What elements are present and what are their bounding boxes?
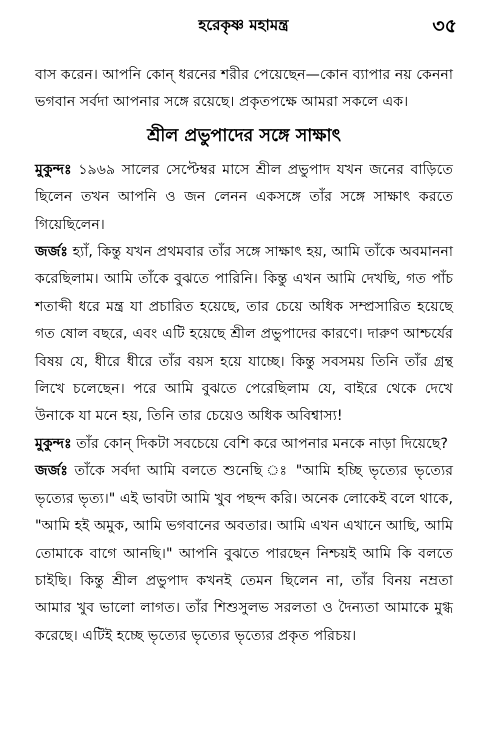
speaker-label: জর্জঃ xyxy=(35,244,68,261)
page-number: ৩৫ xyxy=(432,15,457,37)
section-heading: শ্রীল প্রভুপাদের সঙ্গে সাক্ষাৎ xyxy=(147,125,341,146)
dialogue-text: তাঁকে সর্বদা আমি বলতে শুনেছি ঃ "আমি হচ্ছি ভৃত্যের ভৃত্যের ভৃত্যের ভৃত্য।" এই ভাবটা আমি খুব পছন্দ করি। অনেক লোকেই বলে থাকে, "আমি হই অমুক, আমি ভগবানের অবতার। আমি এখন এখানে আছি, আমি তোমাকে বাগে আনছি।" আপনি বুঝতে পারছেন নিশ্চয়ই আমি কি বলতে চাইছি। কিন্তু শ্রীল প্রভুপাদ কখনই তেমন ছিলেন না, তাঁর বিনয় নম্রতা আমার খুব ভালো লাগত। তাঁর শিশুসুলভ সরলতা ও দৈন্যতা আমাকে মুগ্ধ করেছে। এটিই হচ্ছে ভৃত্যের ভৃত্যের ভৃত্যের প্রকৃত পরিচয়। xyxy=(35,463,453,644)
running-header xyxy=(0,12,487,42)
speaker-label: মুকুন্দঃ xyxy=(35,435,72,452)
dialogue-paragraph-3 xyxy=(35,431,453,458)
dialogue-text: তাঁর কোন্ দিকটা সবচেয়ে বেশি করে আপনার মনকে নাড়া দিয়েছে? xyxy=(76,435,448,452)
speaker-label: জর্জঃ xyxy=(35,463,68,480)
dialogue-text: ১৯৬৯ সালের সেপ্টেম্বর মাসে শ্রীল প্রভুপাদ যখন জনের বাড়িতে ছিলেন তখন আপনি ও জন লেনন একসঙ্গে তাঁর সঙ্গে সাক্ষাৎ করতে গিয়েছিলেন। xyxy=(35,161,453,233)
dialogue-paragraph-2 xyxy=(35,239,453,431)
running-title: হরেকৃষ্ণ মহামন্ত্র xyxy=(198,16,289,34)
speaker-label: মুকুন্দঃ xyxy=(35,161,72,178)
body-text xyxy=(35,62,453,650)
dialogue-paragraph-1 xyxy=(35,157,453,239)
dialogue-text: হ্যাঁ, কিন্তু যখন প্রথমবার তাঁর সঙ্গে সাক্ষাৎ হয়, আমি তাঁকে অবমাননা করেছিলাম। আমি তাঁকে বুঝতে পারিনি। কিন্তু এখন আমি দেখছি, গত পাঁচ শতাব্দী ধরে মন্ত্র যা প্রচারিত হয়েছে, তার চেয়ে অধিক সম্প্রসারিত হয়েছে গত ষোল বছরে, এবং এটি হয়েছে শ্রীল প্রভুপাদের কারণে। দারুণ আশ্চর্যের বিষয় যে, ধীরে ধীরে তাঁর বয়স হয়ে যাচ্ছে। কিন্তু সবসময় তিনি তাঁর গ্রন্থ লিখে চলেছেন। পরে আমি বুঝতে পেরেছিলাম যে, বাইরে থেকে দেখে উনাকে যা মনে হয়, তিনি তার চেয়েও অধিক অবিশ্বাস্য! xyxy=(35,244,453,425)
intro-paragraph: বাস করেন। আপনি কোন্ ধরনের শরীর পেয়েছেন—কোন ব্যাপার নয় কেননা ভগবান সর্বদা আপনার সঙ্গে রয়েছে। প্রকৃতপক্ষে আমরা সকলে এক। xyxy=(35,67,453,111)
dialogue-paragraph-4 xyxy=(35,458,453,650)
